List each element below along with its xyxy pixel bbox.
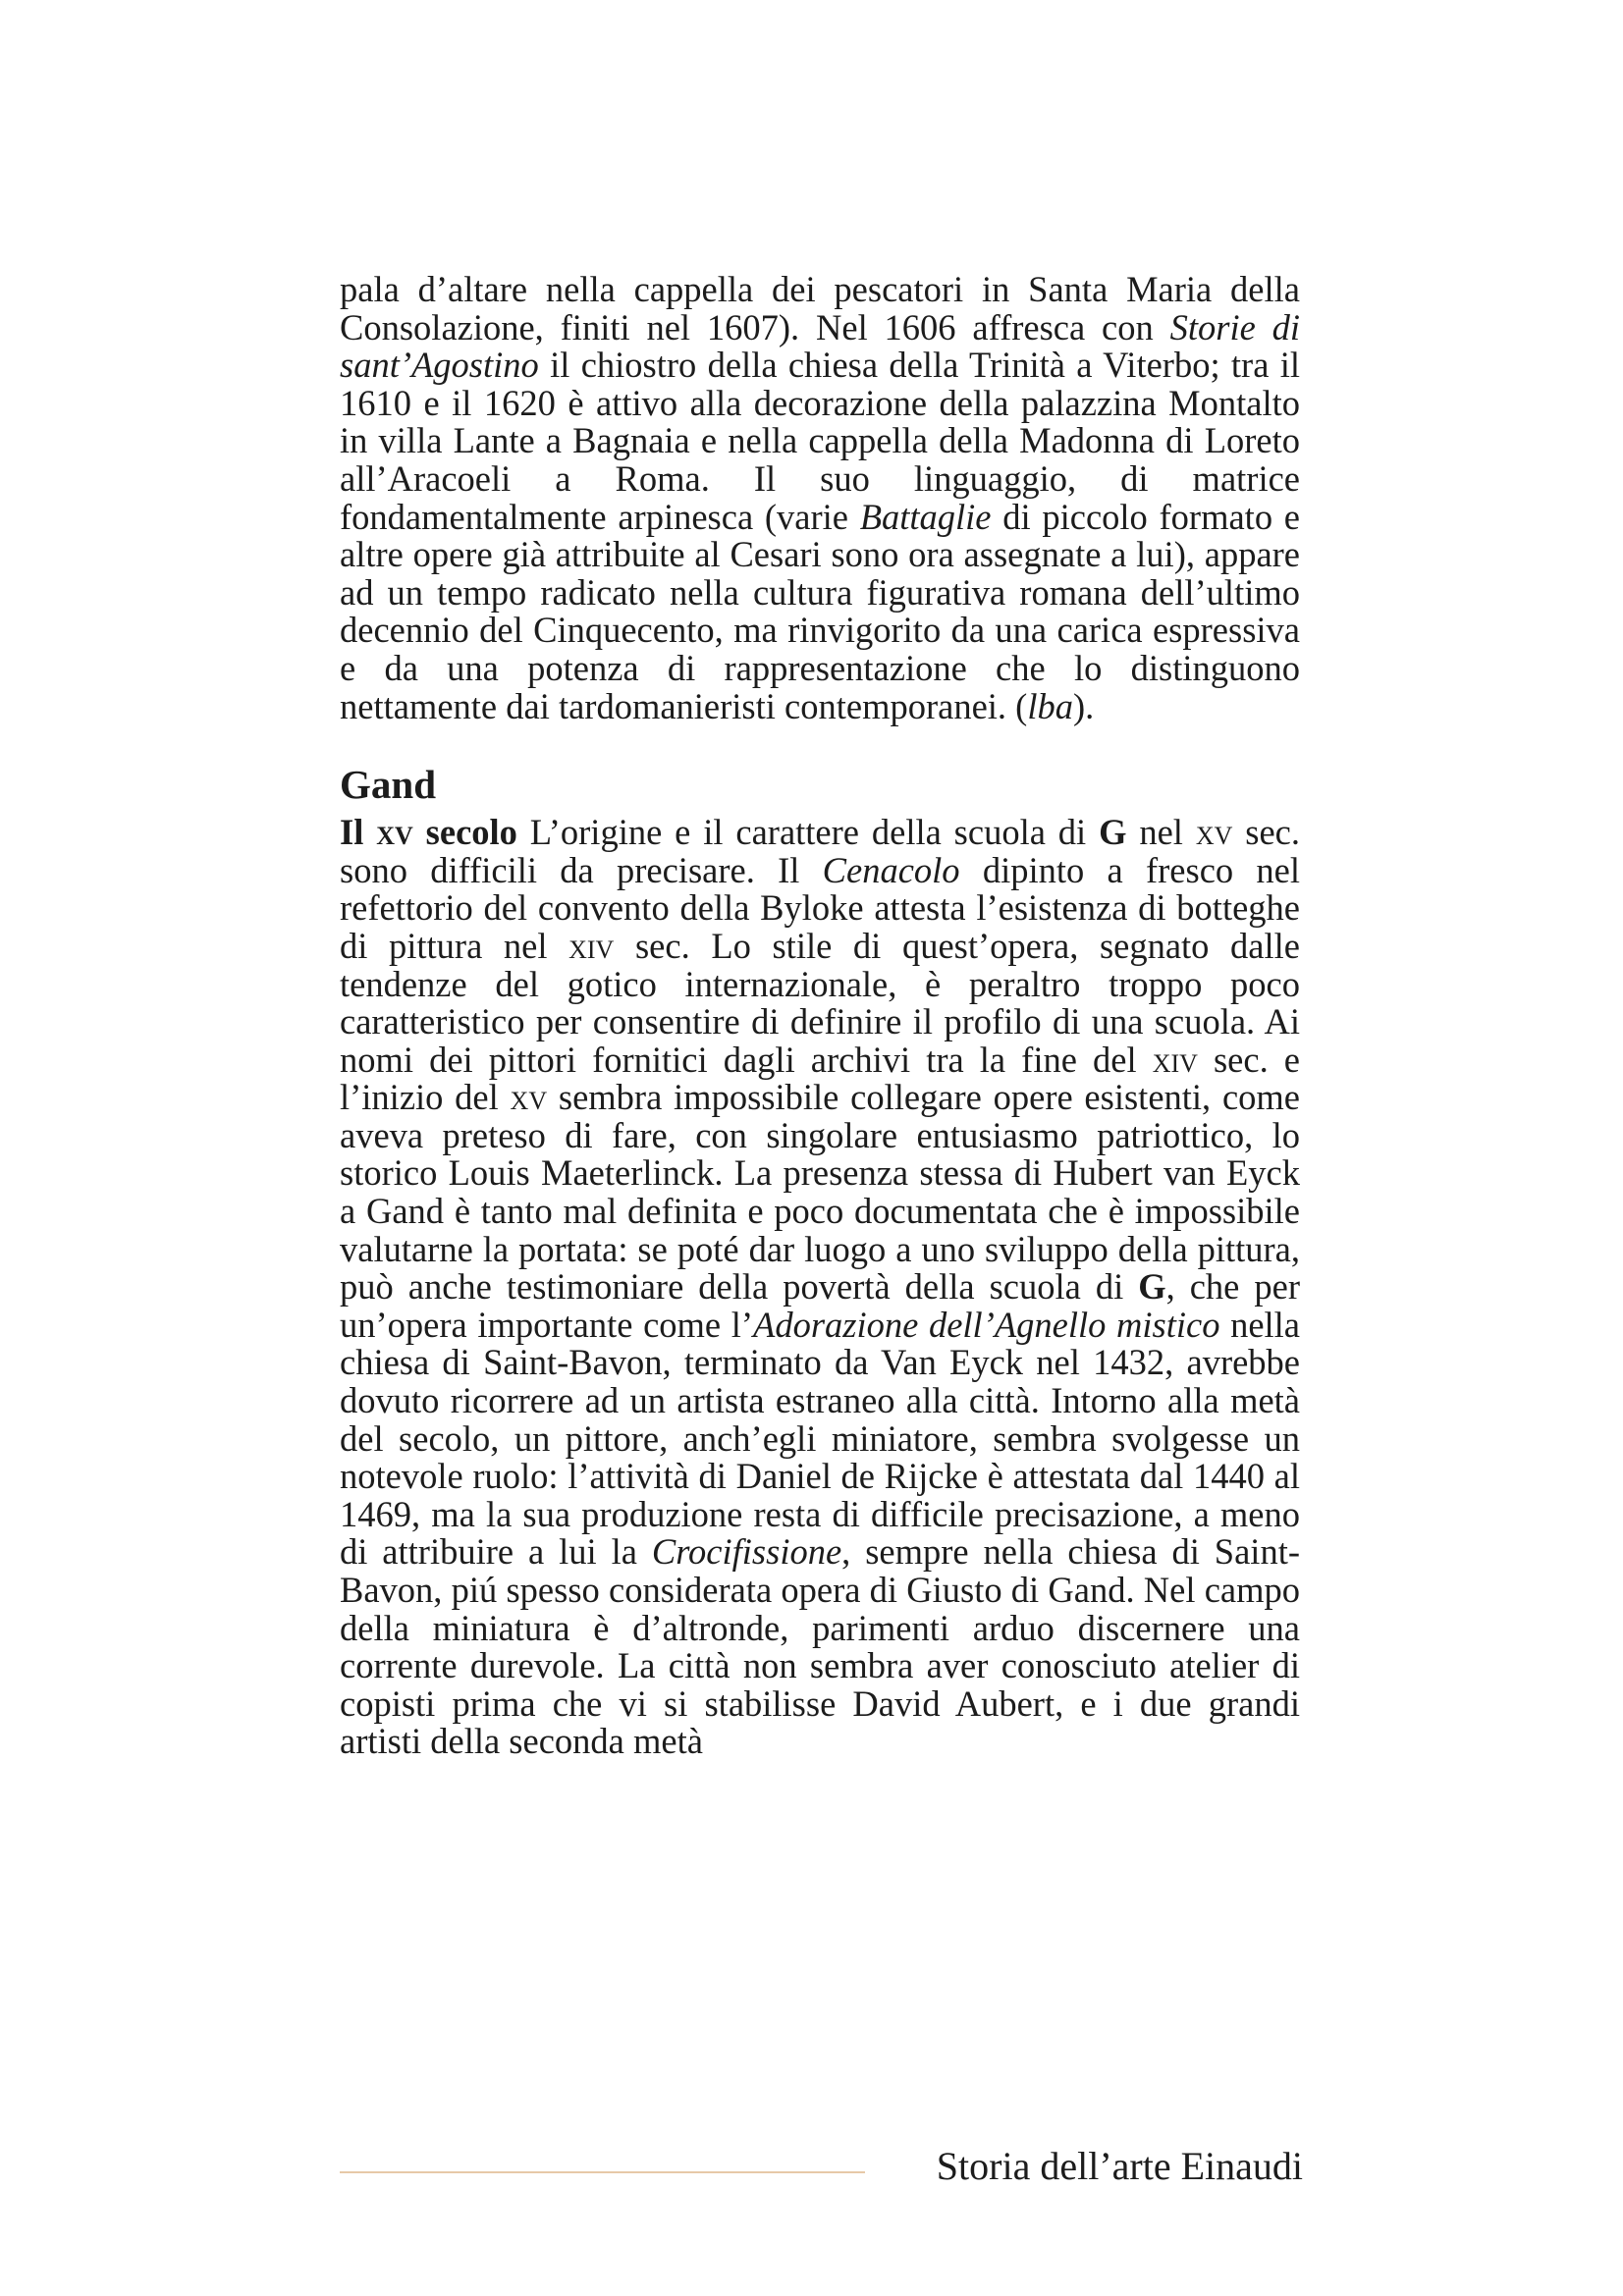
section-heading-part: secolo [412,812,517,853]
century-numeral: xiv [1152,1039,1198,1080]
footer-divider [340,2171,865,2173]
section-text: sec. e l’inizio del [340,1039,1300,1118]
footer-publication: Storia dell’arte Einaudi [936,2144,1303,2188]
section-text: sembra impossibile collegare opere esistenti, come aveva preteso di fare, con singolare entusiasmo patriottico, lo storico Louis Maeterlinck. La presenza stessa di Hubert van Eyck a Gand è tanto mal definita e poco documentata che è impossibile valutarne la portata: se poté dar luogo a uno sviluppo della pittura, può anche testimoniare della povertà della scuola di [340,1077,1300,1308]
intro-italic-title: Storie di sant’Agostino [340,306,1301,386]
intro-paragraph [340,271,1300,725]
section-text: sec. Lo stile di quest’opera, segnato dalle tendenze del gotico internazionale, è peraltro troppo poco caratteristico per consentire di definire il profilo di una scuola. Ai nomi dei pittori fornitici dagli archivi tra la fine del [340,925,1300,1080]
entry-title: Gand [340,762,436,808]
entry-abbrev: G [1099,812,1127,853]
century-numeral: xiv [568,925,615,966]
section-text: , che per un’opera importante come l’ [340,1266,1300,1345]
intro-italic-title: Battaglie [859,496,992,537]
intro-text: di piccolo formato e altre opere già attribuite al Cesari sono ora assegnate a lui), appare ad un tempo radicato nella cultura figurativa romana dell’ultimo decennio del Cinquecento, ma rinvigorito da una carica espressiva e da una potenza di rappresentazione che lo distinguono nettamente dai tardomanieristi contemporanei. ( [340,496,1300,726]
section-text: dipinto a fresco nel refettorio del convento della Byloke attesta l’esistenza di botteghe di pittura nel [340,849,1300,966]
section-heading [340,812,517,852]
section-heading-century: xv [376,812,413,853]
section-text: sec. sono difficili da precisare. Il [340,812,1300,890]
section-text: nella chiesa di Saint-Bavon, terminato da Van Eyck nel 1432, avrebbe dovuto ricorrere ad un artista estraneo alla città. Intorno alla metà del secolo, un pittore, anch’egli miniatore, sembra svolgesse un notevole ruolo: l’attività di Daniel de Rijcke è attestata dal 1440 al 1469, ma la sua produzione resta di difficile precisazione, a meno di attribuire a lui la [340,1304,1301,1573]
intro-text: ). [1072,685,1095,726]
text-column [340,271,1300,1761]
section-text: L’origine e il carattere della scuola di [516,812,1100,853]
author-initials: lba [1027,685,1073,726]
entry-abbrev: G [1138,1266,1166,1308]
artwork-title: Crocifissione [651,1531,842,1573]
section-paragraph [340,814,1300,1761]
section-text: nel [1126,812,1196,853]
artwork-title: Adorazione dell’Agnello mistico [753,1304,1220,1345]
century-numeral: xv [510,1077,548,1118]
intro-text: pala d’altare nella cappella dei pescatori in Santa Maria della Consolazione, finiti nel 1607). Nel 1606 affresca con [340,269,1300,347]
artwork-title: Cenacolo [822,849,960,890]
section-heading-part: Il [340,812,377,853]
section-text: , sempre nella chiesa di Saint-Bavon, piú spesso considerata opera di Giusto di Gand. Nel campo della miniatura è d’altronde, parimenti arduo discernere una corrente durevole. La città non sembra aver conosciuto atelier di copisti prima che vi si stabilisse David Aubert, e i due grandi artisti della seconda metà [340,1531,1300,1762]
intro-text: il chiostro della chiesa della Trinità a Viterbo; tra il 1610 e il 1620 è attivo alla decorazione della palazzina Montalto in villa Lante a Bagnaia e nella cappella della Madonna di Loreto all’Aracoeli a Roma. Il suo linguaggio, di matrice fondamentalmente arpinesca (varie [340,345,1300,537]
century-numeral: xv [1195,812,1233,853]
